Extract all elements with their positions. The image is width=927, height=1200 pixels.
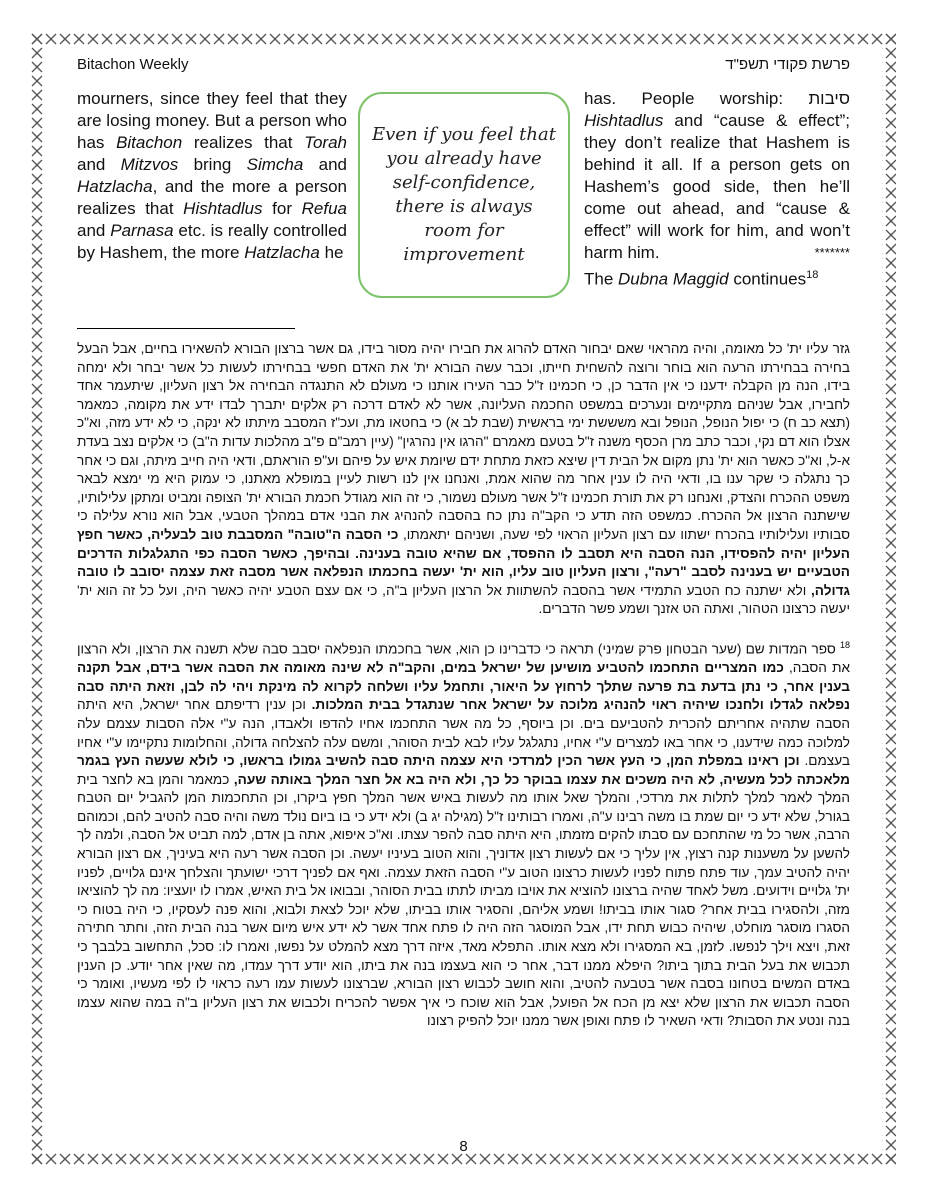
footnote-number: 18 (839, 640, 850, 650)
parsha-title: פרשת פקודי תשפ"ד (725, 56, 850, 73)
italic-term: Parnasa (110, 221, 174, 240)
text-run: mourners, since they feel that they are losing money. But a person who has (77, 89, 347, 152)
text-run: continues (728, 269, 807, 289)
page-number: 8 (459, 1138, 468, 1155)
right-paragraph-1 (584, 88, 850, 264)
footnote-paragraph (77, 340, 850, 619)
footnote-reference[interactable]: 18 (806, 269, 819, 281)
footnote-text: ספר המדות שם (שער הבטחון פרק שמיני) תראה כי כדברינו כן הוא, אשר בחכמתו הנפלאה יסבב סבה שלא תשנה את הרצון, ולא הרצון את הסבה, (77, 641, 850, 676)
italic-term: Hishtadlus (183, 199, 263, 218)
text-run: for (262, 199, 302, 218)
text-run: etc. is really controlled by Hashem, the more (77, 221, 348, 262)
footnote-text: כמאמר והמן בא לחצר בית המלך לאמר למלך לתלות את מרדכי, והמלך שאל אותו מה לעשות באיש אשר המלך חפץ ביקרו, וכן התחכמות המן להגביל יום הטבח בגורל, שלא ידע כי יום שמת בו משה רבינו ע"ה, ואמרו רבותינו ז"ל (מגילה יג ב) ולא ידע כי בו ביום נולד משה והיה סבה להטיב להם, וכמוהם הרבה, אשר כל מי שהתחכם עם סבתו להקים מזמתו, היא היתה סבה להפר עצתו. וא"כ איפוא, אתה בן אדם, למה תביט אל הסבה, ולמה לך להשען על משענות קנה רצוץ, אין עליך כי אם לעשות רצון אדוניך, והוא הטוב בעיניו יעשה. וכן הסבה אשר רעה היא בעיניך, אם רצון הבורא יהיה להטיב עמך, עוד פתח פתוח לפניו לעשות כרצונו הטוב ע"י הסבה הזאת עצמה. ואף אם לפניך דרכי ישועתך והצלחך אינם גלויים, לפניו ית' גלויים וידועים. משל לאחד שהיה ברצונו להוציא את אויבו מביתו לתתו בבית הסוהר, ובבואו אל בית האיש, אמרו לו יועציו: מה לך להוציאו מזה, ולהסגירו בבית אחר? סגור אותו בביתו! ושמע אליהם, והסגיר אותו בביתו, שלא יוכל לצאת ולבוא, והוא פנה לעסקיו, כי היה בטוח כי הסגרו מוסגר מוחלט, שיהיה כבוש תחת ידו, אבל המוסגר הזה היה לו פתח אחד אשר לא ידע איש מיום אשר בנה הבית הזה, וחתר חתירה זאת, ויצא וילך לנפשו. לזמן, בא המסגירו ולא מצא אותו. התפלא מאד, איזה דרך מצא להמלט על נפשו, ואמרו לו: סכל, התחשוב בלבבך כי תכבוש את בעל הבית בתוך ביתו? היפלא ממנו דבר, אחר כי הוא בעצמו בנה את ביתו, הוא יודע דרך עמדו, מה שאין אחר יודע. כן הענין באדם המשים בטחונו בסבה אשר בטבעה להטיב, והוא חושב לכבוש רצון הבורא, שברצונו לעשות עמו רעה כראוי לו לפי מעשיו, ואומר כי הסבה תכבוש את הרצון שלא יצא מן הכח אל הפועל, אבל הוא שוכח כי איך אפשר להכריח ולכבוש את רצון העליון ב"ה במה שהוא עצמו בנה ונטע את הסבות? ודאי השאיר לו פתח ואופן אשר ממנו יוכל להפיק רצונו (77, 771, 850, 1029)
newsletter-title: Bitachon Weekly (77, 56, 189, 73)
footnote-bold-text: וכן ראינו במפלת המן, כי העץ אשר הכין למרדכי היא עצמה היתה סבה להשיב גמולו בראשו, כי לולא שעשה העץ בגמר מלאכתה לכל מעשיה, לא היה משכים את עצמו בבוקר כל כך, ולא היה בא אל חצר המלך באותה שעה, (77, 753, 850, 787)
italic-term: Refua (301, 199, 347, 218)
text-run: and “cause & effect”; they don’t realize that Hashem is behind it all. If a person gets on Hashem’s good side, then he’ll come out ahead, and “cause & effect” will work for him, and won’t harm him. (584, 111, 850, 262)
pull-quote-text: Even if you feel that you already have self-confidence, there is always room for improvement (372, 124, 556, 265)
pull-quote-box (358, 92, 570, 298)
footnote-continued (77, 340, 850, 619)
footnote-bold-text: כי הסבה ה"טובה" המסבבת טוב לבעליה, כאשר חפץ העליון יהיה להפסידו, הנה הסבה היא תסבב לו ההפסד, אם שהיא טובה בענינה. ובהיפך, כאשר הסבה כפי התגלגלות הדרכים הטבעיים יש בענינה לסבב "רעה", ורצון העליון טוב עליו, הוא ית' יעשה בחכמתו הנפלאה אשר מסבה זאת עצמה יסובב לו טובה גדולה, (77, 526, 850, 598)
italic-term: Bitachon (116, 133, 183, 152)
italic-term: Hatzlacha (77, 177, 153, 196)
text-run: bring (178, 155, 247, 174)
text-run: The (584, 269, 619, 289)
footnote-18 (77, 636, 850, 1031)
italic-term: Hatzlacha (244, 243, 320, 262)
text-run: , and the more a person realizes that (77, 177, 347, 218)
italic-term: Dubna Maggid (618, 269, 729, 289)
left-paragraph (77, 88, 347, 264)
footnote-text: וכן ענין רדיפתם אחר ישראל, היא היתה הסבה שתהיה אחריתם להכרית להטביעם בים. וכן ביוסף, כל מה אשר התחכמו אחיו להדפו ולאבדו, הנה ע"י אלה הסבות עצמם עלה למלוכה כמה שידענו, כי אחר באו למצרים ע"י אחיו, נתגלגל עליו לבא לבית הסוהר, ומשם עלה להצלחה גדולה, והחלומות נתקיימו ע"י אחיו בעצמם. (77, 697, 850, 769)
text-run: he (319, 243, 344, 262)
italic-term: Torah (304, 133, 347, 152)
right-text-column (584, 88, 850, 291)
right-paragraph-2 (584, 264, 850, 291)
italic-term: Hishtadlus (584, 111, 664, 130)
text-run: has. People worship: סיבות (584, 89, 850, 108)
text-run: realizes that (182, 133, 305, 152)
footnote-paragraph (77, 636, 850, 1031)
left-text-column (77, 88, 347, 264)
text-run: and (77, 221, 111, 240)
footnote-text: ולא ישתנה כח הטבע התמידי אשר בהסבה להשתוות אל הרצון העליון ב"ה, כי אם עצם הטבע יהיה כאשר היה, ועל כל זה הוא ית' יעשה כרצונו הטהור, ואתה הט אזנך ושמע פשר הדברים. (77, 582, 850, 617)
text-run: and (303, 155, 347, 174)
text-run: and (77, 155, 121, 174)
italic-term: Simcha (246, 155, 304, 174)
italic-term: Mitzvos (120, 155, 179, 174)
footnote-text: גזר עליו ית' כל מאומה, והיה מהראוי שאם יבחור האדם להרוג את חבירו יהיה מסור בידו, גם אשר ברצון הבורא להשאירו בחיים, אבל הבעל בחירה בבחירתו הרעה הוא בוחר ורוצה להשחית חייתו, וכבר עשה הבורא ית' את האדם חפשי בבחירתו לעשות כל אשר יבחר ולא ימחה בידו, הנה מן הקבלה ידענו כי אין הדבר כן, כי חכמינו ז"ל כבר העירו אותנו כי מעולם לא התנגדה הבחירה אל רצון העליון, שיתעמר אחד לחבירו, אבל שניהם מתקיימים ונערכים במשפט החכמה העליונה, אשר לא לאדם דרכה רק אלקים יתברך לבדו ידע את מקומה, כמאמר (תצא כב ח) כי יפול הנופל, הנופל ובא משששת ימי בראשית (שבת לב א) כי בחטאו מת, ועכ"ז המסבב מיתתו לא ינקה, כי לא ידע מזה, וא"כ אצלו הוא דם נקי, וכבר כתב מרן הכסף משנה ז"ל בטעם מאמרם "הרגו אין נהרגין" (עיין רמב"ם פ"ב מהלכות עדות ה"ב) כי אלקים נצב בעדת א-ל, וא"כ כאשר הוא ית' נתן מקום אל הבית דין שיצא כזאת מתחת ידם שיומת איש על פיהם וע"פ הוראתם, ודאי היה חייב מיתה, וגם כי אחר כך נתגלה כי שקר ענו בו, ודאי היה לו ענין אחר מה שהוא אמת, ואנחנו אין לנו רשות לעיין במופלא מאתנו, כי עמוק היא מי ימצא לבאר משפט ההכרח והצדק, ואנחנו רק את תורת חכמינו ז"ל אשר מעולם נשמור, כי זה הוא מגודל חכמת הבורא ית' הצופה ומביט ומתקן עלילותיו, שישתנה הרצון אל ההכרח. כמשפט הזה תדע כי הקב"ה נתן כח בהסבה להנהיג את הבני אדם במהלך הטבעי, אבל הוא נורא עלילה כי סבותיו ועלילותיו בהכרח ישתוו עם רצון העליון הראוי לפי שעה, ושניהם יתאמתו, (77, 341, 850, 542)
section-separator-stars: ******* (814, 245, 850, 260)
footnote-separator (77, 328, 295, 329)
footnote-bold-text: כמו המצריים התחכמו להטביע מושיען של ישראל במים, והקב"ה לא שינה מאומה את הסבה אשר בידם, אבל תקנה בענין אחר, כי נתן בדעת בת פרעה שתלך לרחוץ על היאור, ותחמל עליו ושלחה לקרוא לה מינקת ויהי לה לבן, וזאת היתה סבה נפלאה לגדלו ולחנכו שיהיה ראוי להנהיג מלוכה על ישראל אחר שנתגדל בבית המלכות. (77, 660, 850, 713)
